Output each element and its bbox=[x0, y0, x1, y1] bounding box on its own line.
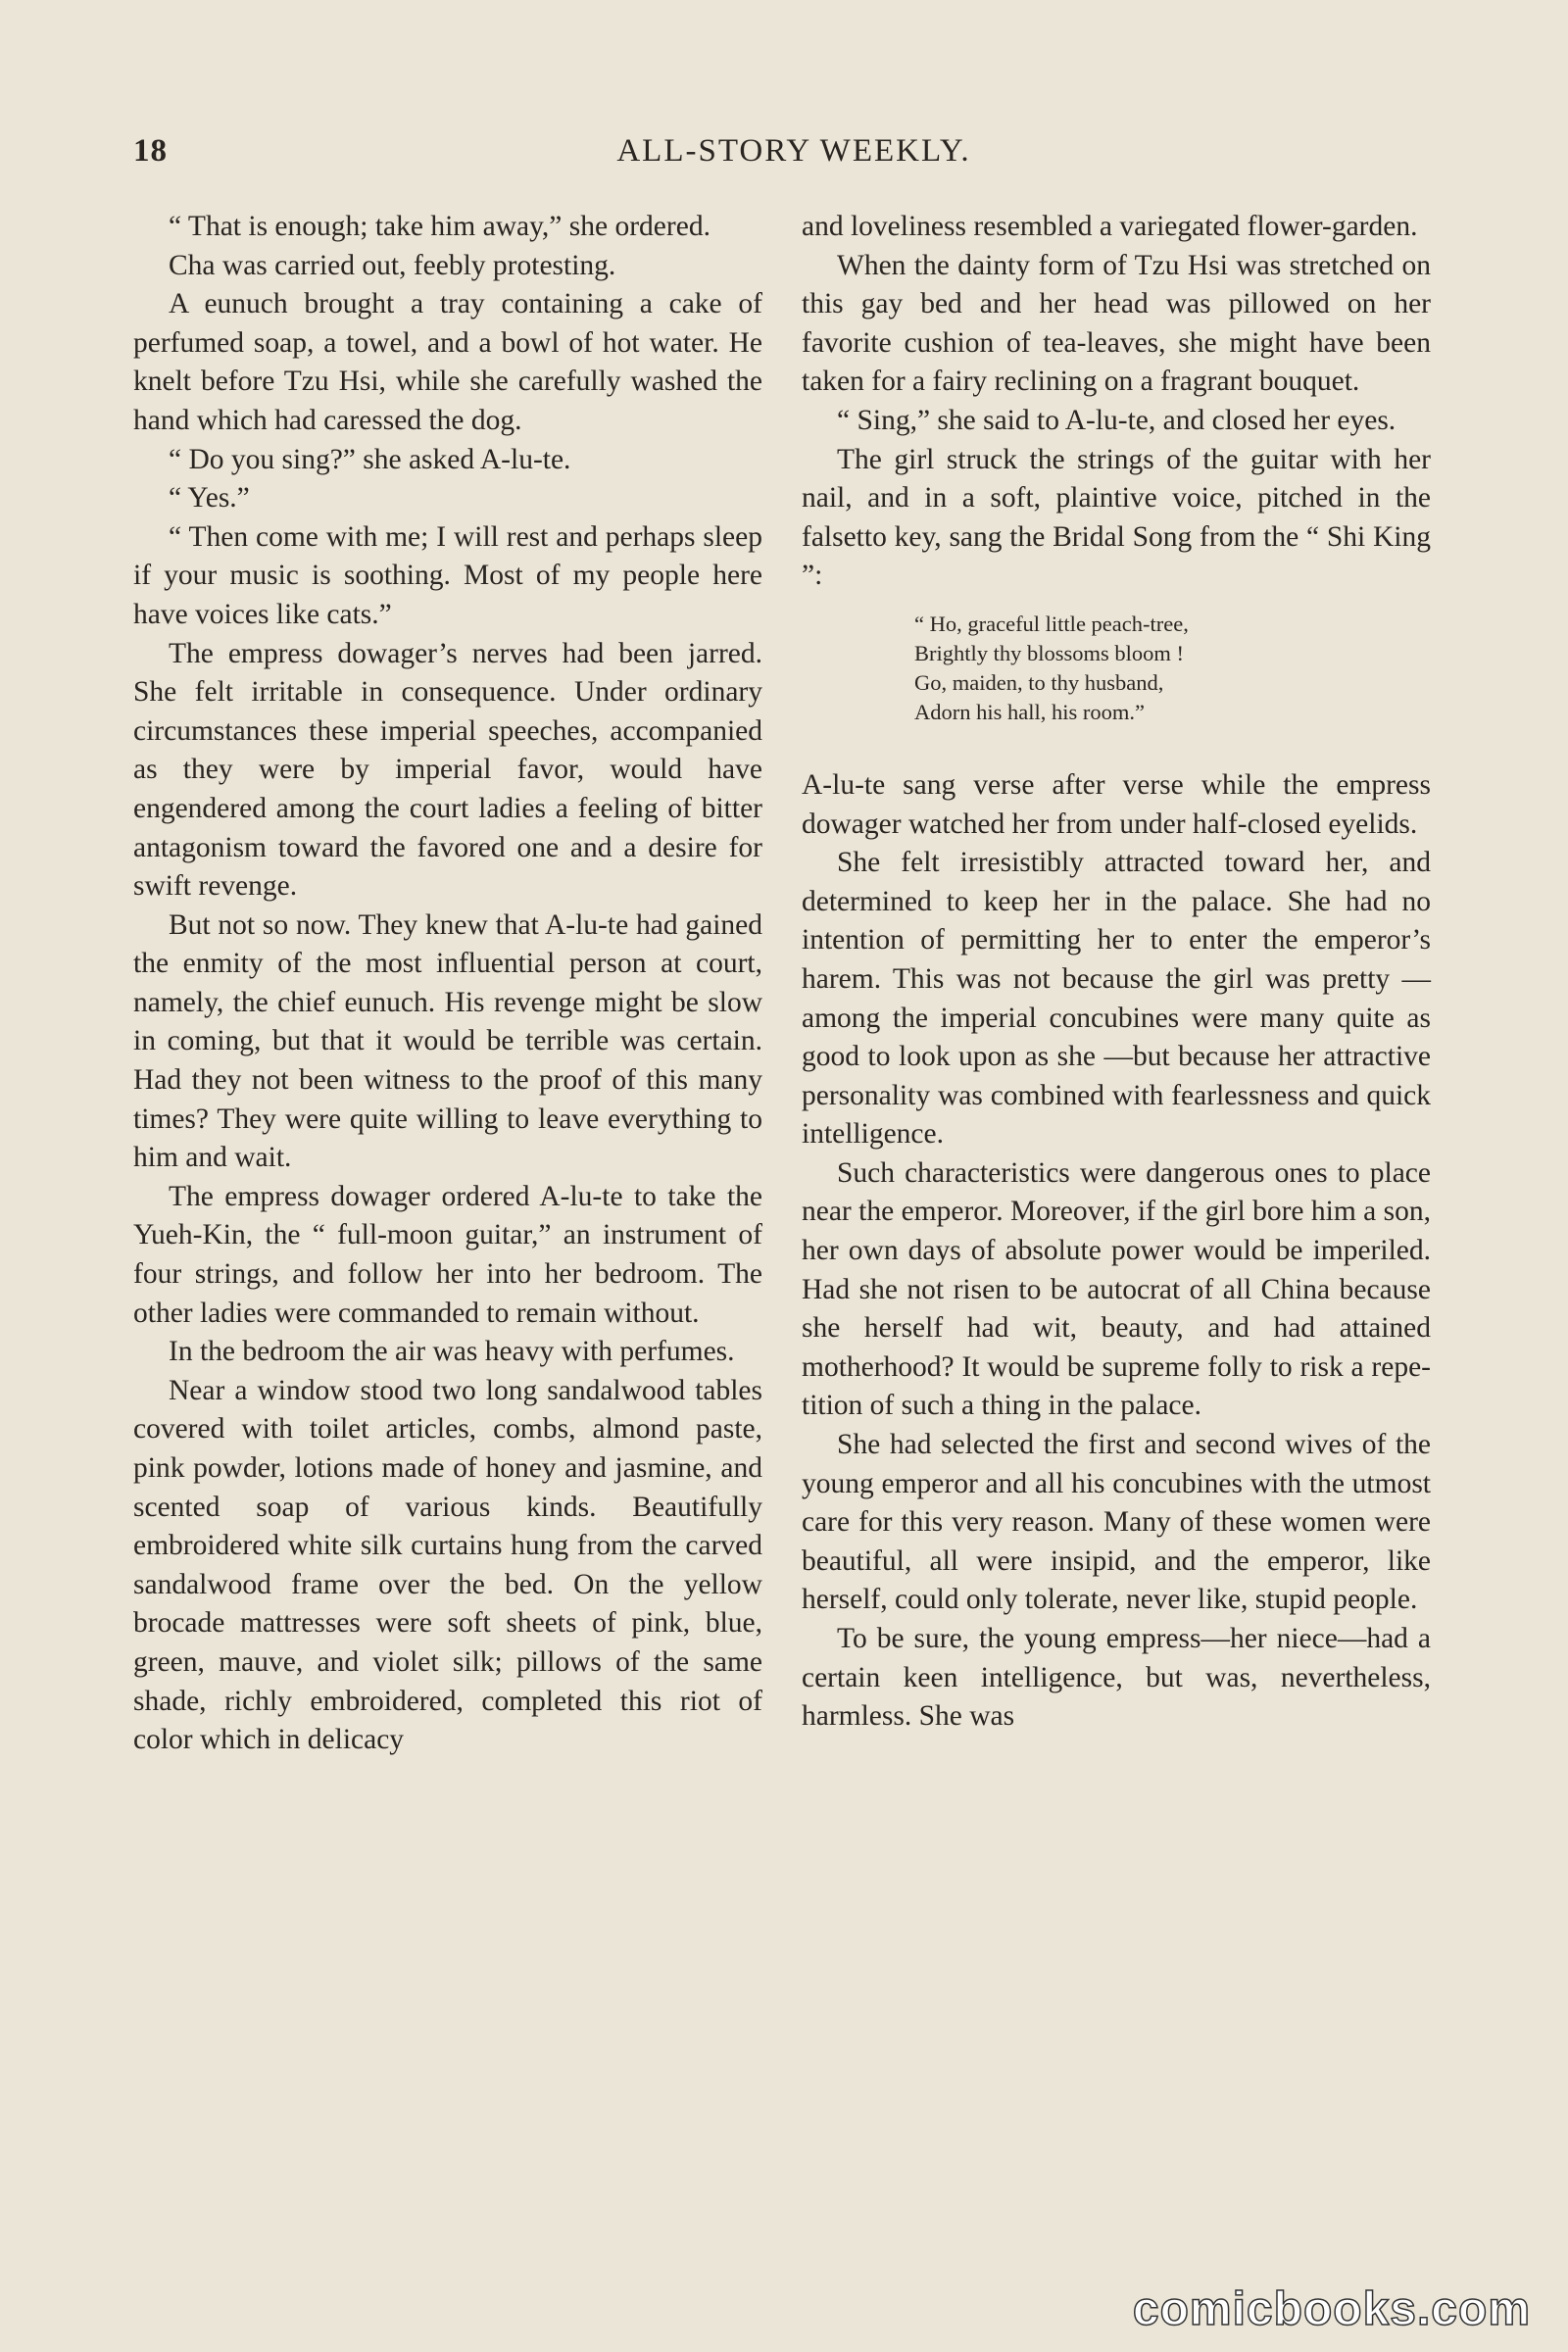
right-column-top bbox=[802, 208, 1431, 596]
paragraph: In the bedroom the air was heavy with perfumes. bbox=[169, 1336, 735, 1368]
paragraph: The girl struck the strings of the guitar with her nail, and in a soft, plaintive voice, pitched in the falsetto key, sang the Bridal Song from the “ Shi King ”: bbox=[802, 443, 1431, 592]
poem-line: “ Ho, graceful little peach-tree, bbox=[914, 611, 1189, 636]
paragraph: Such characteristics were dangerous ones to place near the emperor. Moreover, if the girl bore him a son, her own days of absolute power would be imperiled. Had she not risen to be autocrat of all China because she herself had wit, beauty, and had attained motherhood? It would be supreme folly to risk a repetition of such a thing in the palace. bbox=[802, 1156, 1431, 1422]
paragraph: A eunuch brought a tray containing a cake of perfumed soap, a towel, and a bowl of hot water. He knelt before Tzu Hsi, while she carefully washed the hand which had caressed the dog. bbox=[133, 288, 762, 436]
paragraph: Cha was carried out, feebly protesting. bbox=[169, 249, 616, 281]
paragraph: A-lu-te sang verse after verse while the empress dowager watched her from under half-closed eyelids. bbox=[802, 768, 1431, 840]
paragraph: The empress dowager’s nerves had been jarred. She felt irritable in consequence. Under ordinary circumstances these imperial speeches, accompanied as they were by imperial favor, would have engendered among the court ladies a feeling of bitter antagonism toward the favored one and a desire for swift revenge. bbox=[133, 637, 762, 903]
paragraph: But not so now. They knew that A-lu-te had gained the enmity of the most influential person at court, namely, the chief eunuch. His revenge might be slow in coming, but that it would be terrible was certain. Had they not been witness to the proof of this many times? They were quite willing to leave everything to him and wait. bbox=[133, 908, 762, 1174]
right-column-bottom bbox=[802, 766, 1431, 1737]
poem-line: Go, maiden, to thy husband, bbox=[914, 669, 1164, 695]
paragraph: “ Do you sing?” she asked A-lu-te. bbox=[169, 443, 571, 475]
paragraph: She had selected the first and second wives of the young emperor and all his concubines with the utmost care for this very reason. Many of these women were beautiful, all were insipid, and the emperor, like herself, could only tolerate, never like, stupid people. bbox=[802, 1429, 1431, 1616]
page-number: 18 bbox=[133, 133, 168, 169]
page-header bbox=[133, 133, 1435, 192]
right-column bbox=[802, 208, 1431, 1737]
paragraph: “ That is enough; take him away,” she ordered. bbox=[169, 211, 710, 242]
paragraph: She felt irresistibly attracted toward her, and determined to keep her in the palace. She had no intention of permitting her to enter the emperor’s harem. This was not because the girl was pretty —among the imperial concubines were many quite as good to look upon as she —but because her attractive personality was combined with fearlessness and quick intelligence. bbox=[802, 847, 1431, 1151]
paragraph: “ Sing,” she said to A-lu-te, and closed her eyes. bbox=[837, 404, 1396, 436]
running-head: ALL-STORY WEEKLY. bbox=[616, 133, 971, 169]
paragraph: and loveliness resembled a variegated flower-garden. bbox=[802, 211, 1418, 242]
paragraph: “ Yes.” bbox=[169, 482, 250, 514]
paragraph: To be sure, the young empress—her niece—had a certain keen intelligence, but was, nevertheless, harmless. She was bbox=[802, 1623, 1431, 1733]
poem-line: Brightly thy blossoms bloom ! bbox=[914, 640, 1185, 665]
poem-line: Adorn his hall, his room.” bbox=[914, 699, 1145, 724]
watermark-logo: comicbooks.com bbox=[1132, 2283, 1531, 2335]
paragraph: The empress dowager ordered A-lu-te to take the Yueh-Kin, the “ full-moon guitar,” an instrument of four strings, and follow her into her bedroom. The other ladies were commanded to remain without. bbox=[133, 1180, 762, 1329]
left-column bbox=[133, 208, 762, 1760]
poem-verse bbox=[914, 610, 1431, 727]
paragraph: “ Then come with me; I will rest and perhaps sleep if your music is soothing. Most of my people here have voices like cats.” bbox=[133, 520, 762, 630]
paragraph: When the dainty form of Tzu Hsi was stretched on this gay bed and her head was pillowed on her favorite cushion of tea-leaves, she might have been taken for a fairy reclining on a fragrant bouquet. bbox=[802, 249, 1431, 398]
paragraph: Near a window stood two long sandalwood tables covered with toilet articles, combs, almond paste, pink powder, lotions made of honey and jasmine, and scented soap of various kinds. Beautifully embroidered white silk curtains hung from the carved sandalwood frame over the bed. On the yellow brocade mattresses were soft sheets of pink, blue, green, mauve, and violet silk; pillows of the same shade, richly embroidered, completed this riot of color which in delicacy bbox=[133, 1374, 762, 1756]
